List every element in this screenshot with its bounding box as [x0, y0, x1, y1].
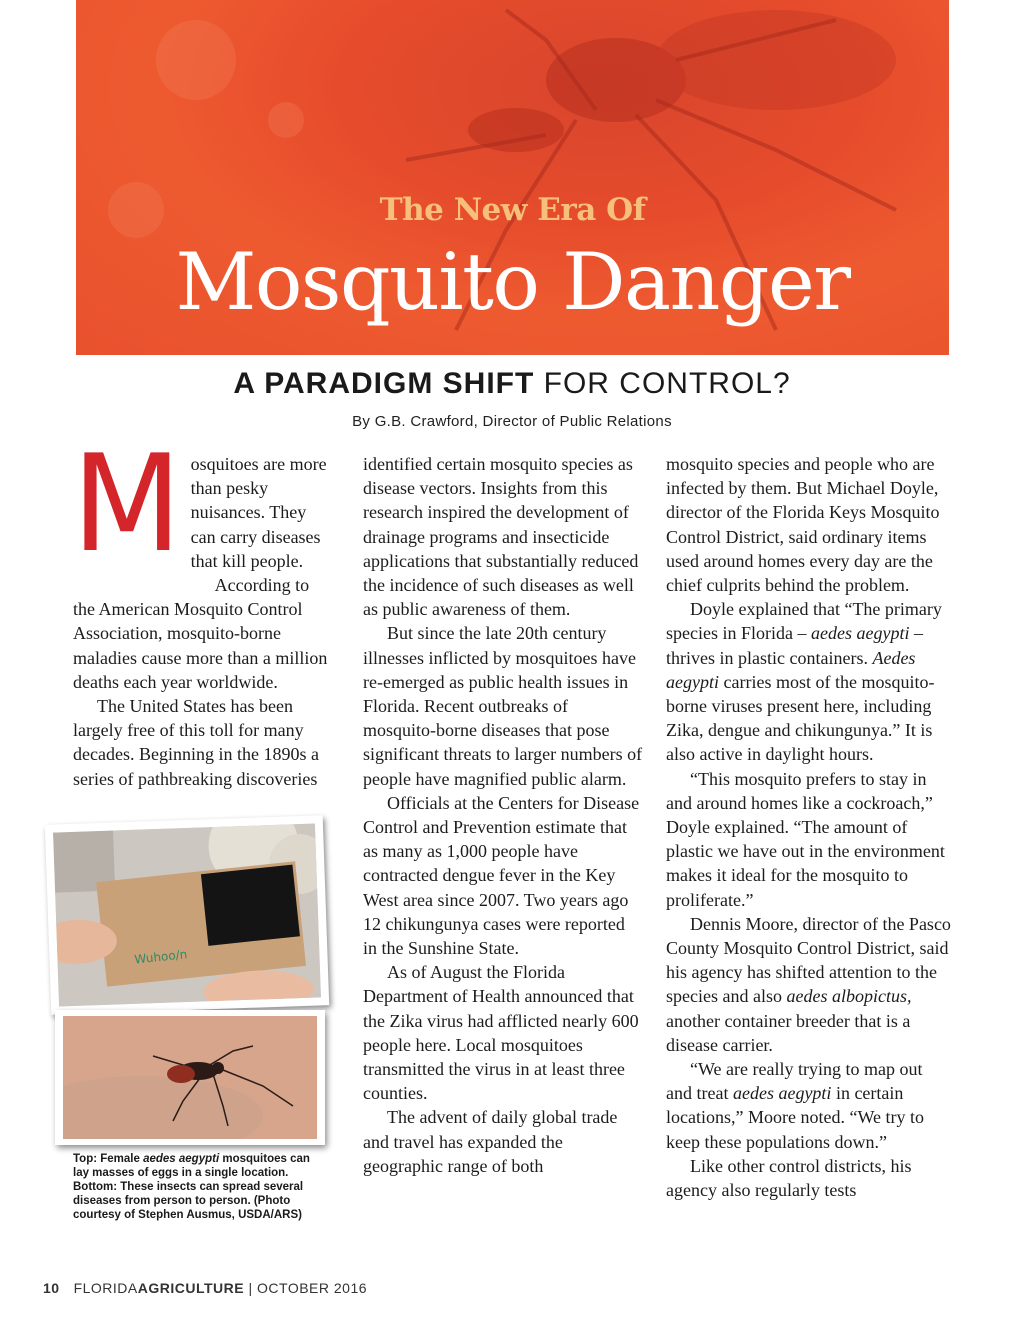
hero-banner — [76, 0, 949, 355]
paragraph: Doyle explained that “The primary species in Florida – aedes aegypti – thrives in plastic containers. Aedes aegypti carries most of the mosquito-borne viruses present here, including Zika, dengue and chikungunya.” It is also active in daylight hours. — [666, 599, 942, 765]
banner-headline: Mosquito Danger — [175, 236, 850, 328]
page-footer — [43, 1280, 367, 1296]
byline: By G.B. Crawford, Director of Public Relations — [352, 413, 672, 430]
issue-date: | OCTOBER 2016 — [244, 1280, 368, 1296]
column-1 — [71, 426, 335, 791]
caption-text: mosquitoes can lay masses of eggs in a single location. Bottom: These insects can spread several diseases from person to person. (Photo courtesy of Stephen Ausmus, USDA/ARS) — [73, 1153, 310, 1221]
column-3 — [666, 452, 952, 1202]
publication-name-bold: AGRICULTURE — [137, 1280, 245, 1296]
banner-kicker: The New Era Of — [379, 192, 646, 228]
paragraph: mosquito species and people who are infected by them. But Michael Doyle, director of the Florida Keys Mosquito Control District, said ordinary items used around homes every day are the chief culprits behind the problem. — [666, 454, 940, 596]
article-subhead — [0, 367, 1024, 401]
paragraph: osquitoes are more than pesky nuisances. They can carry diseases that kill people. — [190, 454, 327, 571]
paragraph: Officials at the Centers for Disease Control and Prevention estimate that as many as 1,000 people have contracted dengue fever in the Key West area since 2007. Two years ago 12 chikungunya cases were reported in the Sunshine State. — [363, 792, 640, 959]
paragraph: “We are really trying to map out and treat aedes aegypti in certain locations,” Moore noted. “We try to keep these populations down.” — [666, 1059, 924, 1152]
publication-name-light: FLORIDA — [73, 1280, 138, 1296]
dropcap: M — [71, 426, 182, 582]
subhead-bold: A PARADIGM SHIFT — [233, 367, 535, 400]
caption-text: Top: Female — [73, 1153, 144, 1165]
column-2 — [363, 452, 643, 1178]
paragraph: The United States has been largely free of this toll for many decades. Beginning in the 1890s a series of pathbreaking discoveries — [73, 696, 319, 789]
svg-text:Wuhoo/n: Wuhoo/n — [133, 947, 188, 967]
subhead-light: FOR CONTROL? — [534, 367, 791, 400]
paragraph: The advent of daily global trade and travel has expanded the geographic range of both — [363, 1107, 618, 1176]
mosquito-on-skin-image — [63, 1016, 317, 1139]
paragraph: “This mosquito prefers to stay in and around homes like a cockroach,” Doyle explained. “The amount of plastic we have out in the environment makes it ideal for the mosquito to proliferate.” — [666, 768, 945, 910]
photo-mosquito — [55, 1010, 325, 1145]
eggs-card-image — [53, 823, 321, 1006]
caption-species: aedes aegypti — [143, 1153, 220, 1165]
paragraph: As of August the Florida Department of Health announced that the Zika virus had afflicted nearly 600 people here. Local mosquitoes transmitted the virus in at least three counties. — [363, 962, 639, 1104]
paragraph: identified certain mosquito species as disease vectors. Insights from this research inspired the development of drainage programs and insecticide applications that substantially reduced the incidence of such diseases as well as public awareness of them. — [363, 454, 639, 620]
photo-caption — [73, 1152, 313, 1222]
page-number: 10 — [43, 1280, 60, 1296]
paragraph: According to the American Mosquito Control Association, mosquito-borne maladies cause more than a million deaths each year worldwide. — [73, 575, 328, 692]
paragraph: But since the late 20th century illnesses inflicted by mosquitoes have re-emerged as public health issues in Florida. Recent outbreaks of mosquito-borne diseases that pose significant threats to larger numbers of people have magnified public alarm. — [363, 623, 643, 789]
photo-eggs — [45, 815, 329, 1015]
paragraph: Dennis Moore, director of the Pasco County Mosquito Control District, said his agency has shifted attention to the species and also aedes albopictus, another container breeder that is a disease carrier. — [666, 913, 951, 1055]
paragraph: Like other control districts, his agency also regularly tests — [666, 1155, 912, 1201]
